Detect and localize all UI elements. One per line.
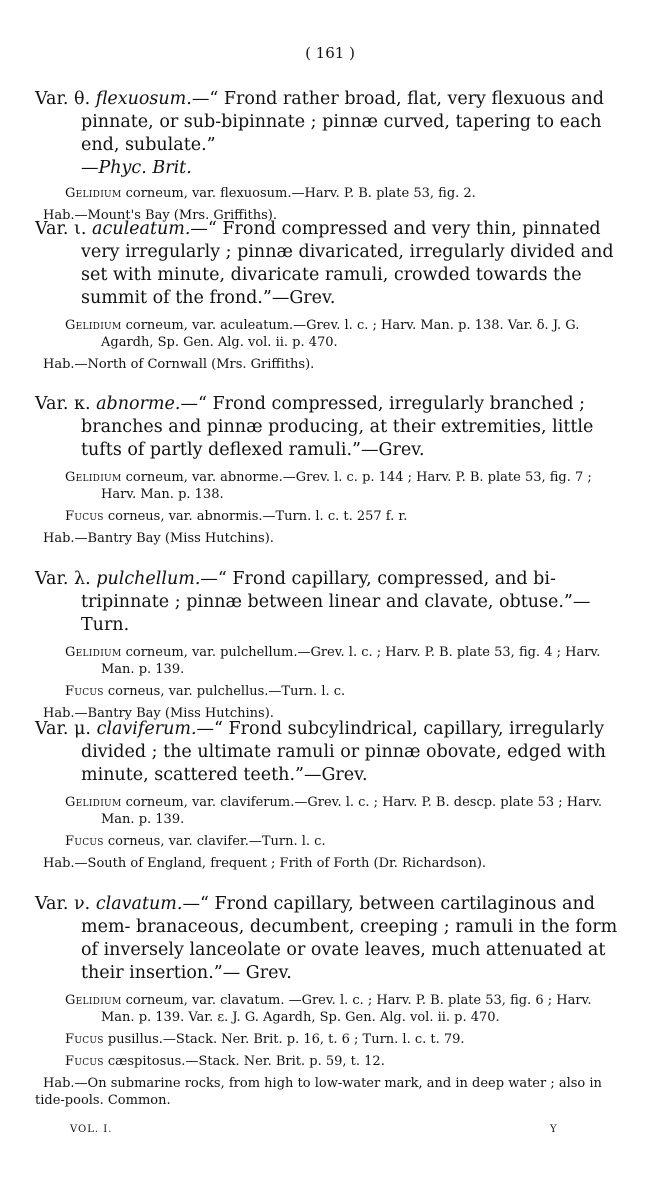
habitat-line: Hab.—Mount's Bay (Mrs. Griffiths).: [43, 208, 277, 223]
quote-line: deflexed ramuli.”—Grev.: [208, 440, 425, 460]
variety-description: [35, 568, 625, 637]
synonym-reference: [35, 1031, 625, 1048]
quote-line: frond.”—Grev.: [209, 288, 336, 308]
variety-name: aculeatum.: [92, 219, 191, 239]
synonym-reference: [35, 508, 625, 525]
quote-line: —“ Frond capillary, compressed, and bi-tripinnate ;: [81, 569, 556, 612]
synonym-reference: [35, 185, 625, 202]
synonym-reference: [35, 992, 625, 1026]
variety-name: pulchellum.: [96, 569, 201, 589]
quote-line: —“ Frond compressed and very thin, pinnated very: [81, 219, 601, 262]
variety-description: [35, 393, 625, 462]
genus-name: Gelidium: [65, 186, 122, 201]
quote-line: lanceolate or ovate leaves, much attenuated at their insertion.”—: [81, 940, 606, 983]
habitat-line: Hab.—Bantry Bay (Miss Hutchins).: [43, 706, 274, 721]
variety-entry: [35, 568, 625, 722]
quote-line: branaceous, decumbent, creeping ; ramuli in the form of inversely: [81, 917, 618, 960]
variety-entry: [35, 893, 625, 1109]
variety-label: Var. κ.: [35, 394, 91, 414]
variety-entry: [35, 718, 625, 872]
synonym-reference: [35, 469, 625, 503]
habitat-line: Hab.—South of England, frequent ; Frith of Forth (Dr. Richardson).: [43, 856, 487, 871]
reference-text: corneum, var. clavatum. —Grev. l. c. ; Harv. P. B. plate 53, fig. 6 ; Harv. Man. p. 139. Var. ε. J. G. Agardh, Sp. Gen. Alg. vol. ii. p. 470.: [101, 993, 592, 1025]
reference-text: corneum, var. flexuosum.—Harv. P. B. plate 53, fig. 2.: [125, 186, 476, 201]
synonym-reference: [35, 833, 625, 850]
variety-description: [35, 718, 625, 787]
reference-text: corneum, var. pulchellum.—Grev. l. c. ; Harv. P. B. plate 53, fig. 4 ; Harv. Man. p. 139.: [101, 645, 601, 677]
variety-name: clavatum.: [95, 894, 183, 914]
reference-text: corneum, var. aculeatum.—Grev. l. c. ; Harv. Man. p. 138. Var. δ. J. G. Agardh, Sp. Gen. Alg. vol. ii. p. 470.: [101, 318, 580, 350]
quote-line: the ultimate ramuli or pinnæ obovate, edged with minute,: [81, 742, 606, 785]
genus-name: Fucus: [65, 1032, 104, 1047]
habitat-line: Hab.—On submarine rocks, from high to low-water mark, and in deep water ; also in tide-pools. Common.: [35, 1076, 602, 1108]
variety-entry: [35, 393, 625, 547]
genus-name: Fucus: [65, 834, 104, 849]
reference-text: pusillus.—Stack. Ner. Brit. p. 16, t. 6 ; Turn. l. c. t. 79.: [107, 1032, 465, 1047]
genus-name: Gelidium: [65, 993, 122, 1008]
genus-name: Fucus: [65, 1054, 104, 1069]
habitat-line: Hab.—North of Cornwall (Mrs. Griffiths).: [43, 357, 315, 372]
variety-name: abnorme.: [96, 394, 181, 414]
synonym-reference: [35, 794, 625, 828]
variety-description: [35, 893, 625, 985]
synonym-reference: [35, 644, 625, 678]
reference-text: corneum, var. claviferum.—Grev. l. c. ; Harv. P. B. descp. plate 53 ; Harv. Man. p. 139.: [101, 795, 603, 827]
genus-name: Fucus: [65, 684, 104, 699]
variety-description: [35, 218, 625, 310]
synonym-reference: [35, 1053, 625, 1070]
page-number: ( 161 ): [305, 44, 355, 62]
quote-line: —“ Frond compressed, irregularly branched ; branches: [81, 394, 586, 437]
quote-source: —Phyc. Brit.: [81, 158, 192, 178]
synonym-reference: [35, 317, 625, 351]
variety-entry: [35, 88, 625, 224]
variety-entry: [35, 218, 625, 373]
footer-signature: Y: [550, 1124, 558, 1135]
variety-label: Var. λ.: [35, 569, 91, 589]
habitat-line: Hab.—Bantry Bay (Miss Hutchins).: [43, 531, 274, 546]
variety-label: Var. μ.: [35, 719, 91, 739]
variety-label: Var. ι.: [35, 219, 87, 239]
reference-text: corneus, var. pulchellus.—Turn. l. c.: [107, 684, 346, 699]
variety-label: Var. θ.: [35, 89, 91, 109]
genus-name: Gelidium: [65, 318, 122, 333]
reference-text: corneum, var. abnorme.—Grev. l. c. p. 144 ; Harv. P. B. plate 53, fig. 7 ; Harv. Man. p. 138.: [101, 470, 592, 502]
quote-line: —“ Frond capillary, between cartilaginous and mem-: [81, 894, 595, 937]
genus-name: Gelidium: [65, 645, 122, 660]
synonym-reference: [35, 683, 625, 700]
quote-line: scattered teeth.”—Grev.: [154, 765, 368, 785]
footer-volume: VOL. I.: [70, 1124, 113, 1135]
quote-line: —“ Frond subcylindrical, capillary, irregularly divided ;: [81, 719, 605, 762]
quote-line: or sub-bipinnate ; pinnæ curved, tapering to each end, subulate.”: [81, 112, 602, 155]
genus-name: Gelidium: [65, 470, 122, 485]
quote-line: —“ Frond rather broad, flat, very flexuous and pinnate,: [81, 89, 604, 132]
reference-text: corneus, var. clavifer.—Turn. l. c.: [107, 834, 326, 849]
variety-description: [35, 88, 625, 180]
quote-line: Grev.: [245, 963, 292, 983]
reference-text: corneus, var. abnormis.—Turn. l. c. t. 257 f. r.: [107, 509, 408, 524]
genus-name: Fucus: [65, 509, 104, 524]
quote-line: and pinnæ producing, at their extremities, little tufts of partly: [81, 417, 594, 460]
genus-name: Gelidium: [65, 795, 122, 810]
variety-name: flexuosum.: [95, 89, 192, 109]
quote-line: irregularly ; pinnæ divaricated, irregularly divided and set with: [81, 242, 614, 285]
variety-label: Var. ν.: [35, 894, 91, 914]
reference-text: cæspitosus.—Stack. Ner. Brit. p. 59, t. 12.: [107, 1054, 385, 1069]
quote-line: minute, divaricate ramuli, crowded towards the summit of the: [81, 265, 582, 308]
quote-line: pinnæ between linear and clavate, obtuse.”—Turn.: [81, 592, 591, 635]
variety-name: claviferum.: [96, 719, 197, 739]
